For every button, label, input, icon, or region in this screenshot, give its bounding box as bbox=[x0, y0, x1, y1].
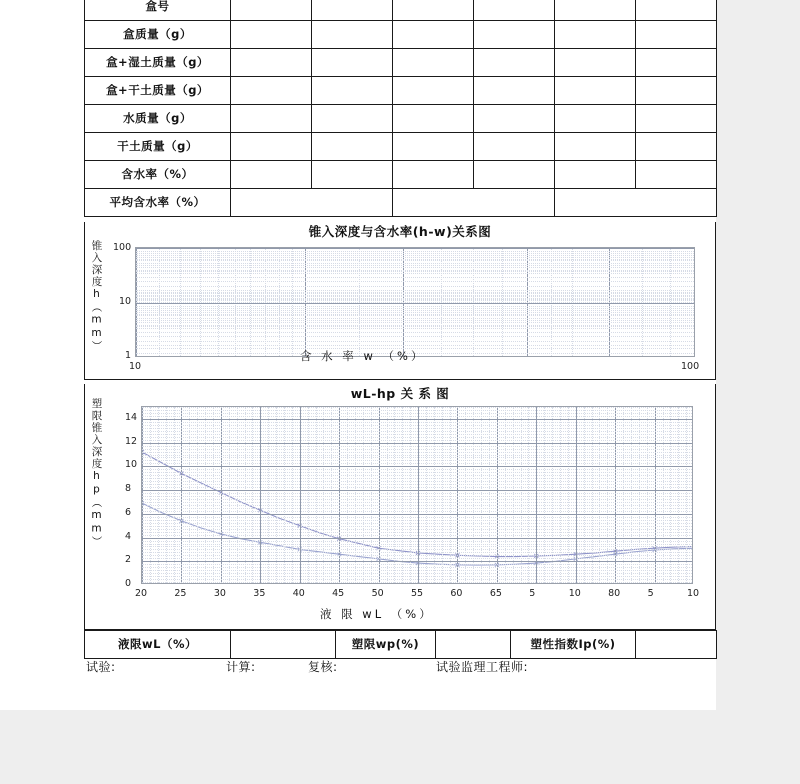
chart1-hgrid bbox=[136, 303, 694, 304]
value-plasticity-index[interactable] bbox=[636, 631, 717, 659]
chart2-hgrid bbox=[142, 463, 692, 464]
chart2-ytick-6: 6 bbox=[125, 506, 132, 518]
chart1-hgrid bbox=[136, 257, 694, 258]
cell-dry-mass-2[interactable] bbox=[312, 77, 393, 105]
chart2-ytick-10: 10 bbox=[125, 459, 138, 471]
chart2-hgrid bbox=[142, 514, 692, 515]
cell-moisture-6[interactable] bbox=[636, 161, 717, 189]
chart1-hgrid-minor bbox=[136, 336, 694, 337]
chart2-hgrid bbox=[142, 538, 692, 539]
chart1-ytick-10: 10 bbox=[119, 296, 132, 307]
chart2-hgrid bbox=[142, 425, 692, 426]
value-plastic-limit[interactable] bbox=[436, 631, 511, 659]
chart2-hgrid bbox=[142, 567, 692, 568]
chart2-hgrid bbox=[142, 499, 692, 500]
cell-box-number-2[interactable] bbox=[312, 0, 393, 21]
chart1-hgrid bbox=[136, 286, 694, 287]
chart2-hgrid bbox=[142, 440, 692, 441]
chart1-hgrid-minor bbox=[136, 298, 694, 299]
chart2-hgrid bbox=[142, 460, 692, 461]
chart2-hgrid bbox=[142, 576, 692, 577]
cell-water-mass-5[interactable] bbox=[555, 105, 636, 133]
chart1-y-axis-label: 锥入深度h（mm） bbox=[90, 240, 103, 353]
chart1-hgrid bbox=[136, 248, 694, 249]
chart1-hgrid bbox=[136, 332, 694, 333]
cell-box-mass-1[interactable] bbox=[231, 21, 312, 49]
chart1-hgrid bbox=[136, 315, 694, 316]
chart1-hgrid bbox=[136, 251, 694, 252]
cell-box-number-5[interactable] bbox=[555, 0, 636, 21]
cell-box-number-3[interactable] bbox=[393, 0, 474, 21]
cell-dry-soil-4[interactable] bbox=[474, 133, 555, 161]
table-row bbox=[85, 161, 717, 189]
chart2-hgrid bbox=[142, 443, 692, 444]
chart2-hgrid bbox=[142, 478, 692, 479]
chart2-hgrid bbox=[142, 579, 692, 580]
chart2-hgrid bbox=[142, 544, 692, 545]
cell-wet-mass-4[interactable] bbox=[474, 49, 555, 77]
chart2-ytick-8: 8 bbox=[125, 483, 132, 495]
row-label-moisture-content: 含水率（%） bbox=[85, 161, 231, 189]
chart2-xtick-25: 25 bbox=[174, 588, 187, 599]
chart1-hgrid bbox=[136, 312, 694, 313]
chart1-hgrid-minor bbox=[136, 267, 694, 268]
cell-dry-mass-4[interactable] bbox=[474, 77, 555, 105]
row-label-box-number: 盒号 bbox=[85, 0, 231, 21]
chart2-hgrid bbox=[142, 549, 692, 550]
table-row-average bbox=[85, 189, 717, 217]
chart2-hgrid bbox=[142, 526, 692, 527]
chart2-ytick-14: 14 bbox=[125, 411, 138, 423]
cell-wet-mass-5[interactable] bbox=[555, 49, 636, 77]
cell-box-mass-2[interactable] bbox=[312, 21, 393, 49]
row-label-box-wet-soil-mass: 盒+湿土质量（g） bbox=[85, 49, 231, 77]
cell-average-moisture-1[interactable] bbox=[231, 189, 393, 217]
chart2-hgrid bbox=[142, 552, 692, 553]
chart1-hgrid-minor bbox=[136, 300, 694, 301]
chart2-hgrid bbox=[142, 564, 692, 565]
chart2-hgrid bbox=[142, 446, 692, 447]
chart2-xtick-65: 65 bbox=[489, 588, 502, 599]
chart2-hgrid bbox=[142, 573, 692, 574]
cell-box-mass-3[interactable] bbox=[393, 21, 474, 49]
chart2-hgrid bbox=[142, 487, 692, 488]
chart2-xtick-55: 55 bbox=[411, 588, 424, 599]
chart1-hgrid-minor bbox=[136, 345, 694, 346]
cell-dry-mass-3[interactable] bbox=[393, 77, 474, 105]
cell-dry-mass-1[interactable] bbox=[231, 77, 312, 105]
chart2-xtick-75: 10 bbox=[568, 588, 581, 599]
chart2-title: wL-hp 关 系 图 bbox=[350, 386, 450, 401]
chart2-xtick-80: 80 bbox=[608, 588, 621, 599]
chart1-ytick-100: 100 bbox=[113, 242, 132, 253]
cell-dry-soil-3[interactable] bbox=[393, 133, 474, 161]
chart2-xtick-85: 5 bbox=[647, 588, 654, 599]
chart1-hgrid bbox=[136, 306, 694, 307]
chart2-hgrid bbox=[142, 502, 692, 503]
cell-moisture-5[interactable] bbox=[555, 161, 636, 189]
chart2-hgrid bbox=[142, 475, 692, 476]
chart1-hgrid bbox=[136, 265, 694, 266]
cell-water-mass-1[interactable] bbox=[231, 105, 312, 133]
limits-summary-table bbox=[84, 630, 717, 659]
cell-box-number-6[interactable] bbox=[636, 0, 717, 21]
chart2-xtick-90: 10 bbox=[687, 588, 700, 599]
chart1-xtick-10: 10 bbox=[129, 361, 142, 372]
chart2-xtick-60: 60 bbox=[450, 588, 463, 599]
chart2-hgrid bbox=[142, 582, 692, 583]
table-row bbox=[85, 21, 717, 49]
table-row bbox=[85, 133, 717, 161]
chart1-hgrid-minor bbox=[136, 296, 694, 297]
row-label-box-mass: 盒质量（g） bbox=[85, 21, 231, 49]
chart-cone-depth-vs-moisture bbox=[84, 222, 716, 380]
chart2-hgrid bbox=[142, 449, 692, 450]
table-row bbox=[85, 0, 717, 21]
cell-dry-soil-6[interactable] bbox=[636, 133, 717, 161]
chart2-y-axis-label: 塑限锥入深度hp（mm） bbox=[90, 398, 103, 548]
chart1-plot-area bbox=[135, 247, 695, 357]
moisture-content-table bbox=[84, 0, 717, 217]
chart2-xtick-20: 20 bbox=[135, 588, 148, 599]
chart1-hgrid bbox=[136, 253, 694, 254]
chart1-x-axis-label: 含 水 率 w （%） bbox=[300, 349, 426, 363]
chart2-hgrid bbox=[142, 505, 692, 506]
chart2-hgrid bbox=[142, 484, 692, 485]
chart2-plot-area bbox=[141, 406, 693, 584]
chart2-hgrid bbox=[142, 561, 692, 562]
cell-box-mass-4[interactable] bbox=[474, 21, 555, 49]
cell-average-moisture-3[interactable] bbox=[555, 189, 717, 217]
chart1-hgrid bbox=[136, 308, 694, 309]
cell-wet-mass-2[interactable] bbox=[312, 49, 393, 77]
chart2-ytick-0: 0 bbox=[125, 578, 132, 589]
row-label-average-moisture: 平均含水率（%） bbox=[85, 189, 231, 217]
table-row bbox=[85, 631, 717, 659]
chart2-hgrid bbox=[142, 541, 692, 542]
chart2-hgrid bbox=[142, 535, 692, 536]
chart2-hgrid bbox=[142, 422, 692, 423]
chart2-hgrid bbox=[142, 434, 692, 435]
chart2-xtick-40: 40 bbox=[292, 588, 305, 599]
chart2-hgrid bbox=[142, 558, 692, 559]
cell-moisture-3[interactable] bbox=[393, 161, 474, 189]
chart2-hgrid bbox=[142, 493, 692, 494]
label-plasticity-index: 塑性指数Ip(%) bbox=[511, 631, 636, 659]
chart2-hgrid bbox=[142, 472, 692, 473]
chart2-ytick-12: 12 bbox=[125, 435, 138, 447]
chart2-hgrid bbox=[142, 570, 692, 571]
chart1-hgrid-minor bbox=[136, 293, 694, 294]
table-row bbox=[85, 105, 717, 133]
chart1-xtick-100: 100 bbox=[681, 361, 700, 372]
chart1-hgrid-minor bbox=[136, 281, 694, 282]
chart2-x-axis-label: 液 限 wL （%） bbox=[320, 607, 434, 621]
footer-review-label: 复核: bbox=[308, 660, 338, 674]
chart2-xtick-70: 5 bbox=[529, 588, 536, 599]
chart2-hgrid bbox=[142, 455, 692, 456]
chart1-hgrid-minor bbox=[136, 273, 694, 274]
chart2-hgrid bbox=[142, 555, 692, 556]
chart2-hgrid bbox=[142, 469, 692, 470]
test-record-sheet bbox=[84, 0, 716, 698]
label-liquid-limit: 液限wL（%） bbox=[85, 631, 231, 659]
chart1-hgrid bbox=[136, 270, 694, 271]
cell-wet-mass-3[interactable] bbox=[393, 49, 474, 77]
cell-moisture-4[interactable] bbox=[474, 161, 555, 189]
chart2-hgrid bbox=[142, 481, 692, 482]
chart1-ytick-1: 1 bbox=[125, 350, 132, 361]
chart1-hgrid bbox=[136, 320, 694, 321]
table-row bbox=[85, 77, 717, 105]
chart2-hgrid bbox=[142, 437, 692, 438]
chart2-hgrid bbox=[142, 490, 692, 491]
chart2-marker bbox=[692, 546, 693, 550]
cell-dry-mass-5[interactable] bbox=[555, 77, 636, 105]
label-plastic-limit: 塑限wp(%) bbox=[336, 631, 436, 659]
cell-water-mass-2[interactable] bbox=[312, 105, 393, 133]
chart2-hgrid bbox=[142, 416, 692, 417]
cell-water-mass-6[interactable] bbox=[636, 105, 717, 133]
chart2-hgrid bbox=[142, 452, 692, 453]
chart2-hgrid bbox=[142, 546, 692, 547]
chart2-hgrid bbox=[142, 520, 692, 521]
cell-average-moisture-2[interactable] bbox=[393, 189, 555, 217]
chart2-marker bbox=[692, 544, 693, 548]
chart2-hgrid bbox=[142, 517, 692, 518]
chart1-hgrid-minor bbox=[136, 326, 694, 327]
chart1-hgrid-minor bbox=[136, 271, 694, 272]
cell-box-number-1[interactable] bbox=[231, 0, 312, 21]
chart2-xtick-30: 30 bbox=[213, 588, 226, 599]
chart2-hgrid bbox=[142, 529, 692, 530]
cell-moisture-1[interactable] bbox=[231, 161, 312, 189]
chart2-hgrid bbox=[142, 407, 692, 408]
chart1-hgrid bbox=[136, 341, 694, 342]
row-label-water-mass: 水质量（g） bbox=[85, 105, 231, 133]
cell-moisture-2[interactable] bbox=[312, 161, 393, 189]
cell-wet-mass-1[interactable] bbox=[231, 49, 312, 77]
chart2-ytick-2: 2 bbox=[125, 554, 132, 566]
chart2-ytick-4: 4 bbox=[125, 530, 132, 542]
cell-dry-soil-5[interactable] bbox=[555, 133, 636, 161]
cell-water-mass-3[interactable] bbox=[393, 105, 474, 133]
chart2-hgrid bbox=[142, 532, 692, 533]
chart2-hgrid bbox=[142, 508, 692, 509]
chart2-xtick-35: 35 bbox=[253, 588, 266, 599]
chart1-hgrid bbox=[136, 260, 694, 261]
chart1-hgrid bbox=[136, 277, 694, 278]
chart2-hgrid bbox=[142, 428, 692, 429]
chart2-hgrid bbox=[142, 496, 692, 497]
cell-water-mass-4[interactable] bbox=[474, 105, 555, 133]
chart2-hgrid bbox=[142, 466, 692, 467]
cell-dry-soil-1[interactable] bbox=[231, 133, 312, 161]
cell-dry-soil-2[interactable] bbox=[312, 133, 393, 161]
chart1-hgrid bbox=[136, 325, 694, 326]
chart1-hgrid-minor bbox=[136, 290, 694, 291]
chart-wl-vs-hp bbox=[84, 384, 716, 630]
chart1-title: 锥入深度与含水率(h-w)关系图 bbox=[308, 224, 492, 239]
footer-supervisor-label: 试验监理工程师: bbox=[436, 660, 529, 674]
footer-calc-label: 计算: bbox=[226, 660, 256, 674]
cell-wet-mass-6[interactable] bbox=[636, 49, 717, 77]
row-label-dry-soil-mass: 干土质量（g） bbox=[85, 133, 231, 161]
footer-test-label: 试验: bbox=[86, 660, 116, 674]
chart1-hgrid-minor bbox=[136, 322, 694, 323]
chart2-hgrid bbox=[142, 413, 692, 414]
cell-box-mass-5[interactable] bbox=[555, 21, 636, 49]
chart2-hgrid bbox=[142, 410, 692, 411]
chart2-hgrid bbox=[142, 457, 692, 458]
chart2-hgrid bbox=[142, 431, 692, 432]
row-label-box-dry-soil-mass: 盒+干土质量（g） bbox=[85, 77, 231, 105]
chart2-hgrid bbox=[142, 523, 692, 524]
cell-box-mass-6[interactable] bbox=[636, 21, 717, 49]
cell-dry-mass-6[interactable] bbox=[636, 77, 717, 105]
chart2-xtick-50: 50 bbox=[371, 588, 384, 599]
cell-box-number-4[interactable] bbox=[474, 0, 555, 21]
table-row bbox=[85, 49, 717, 77]
value-liquid-limit[interactable] bbox=[231, 631, 336, 659]
chart2-hgrid bbox=[142, 419, 692, 420]
chart2-xtick-45: 45 bbox=[332, 588, 345, 599]
chart2-hgrid bbox=[142, 511, 692, 512]
chart1-hgrid-minor bbox=[136, 328, 694, 329]
